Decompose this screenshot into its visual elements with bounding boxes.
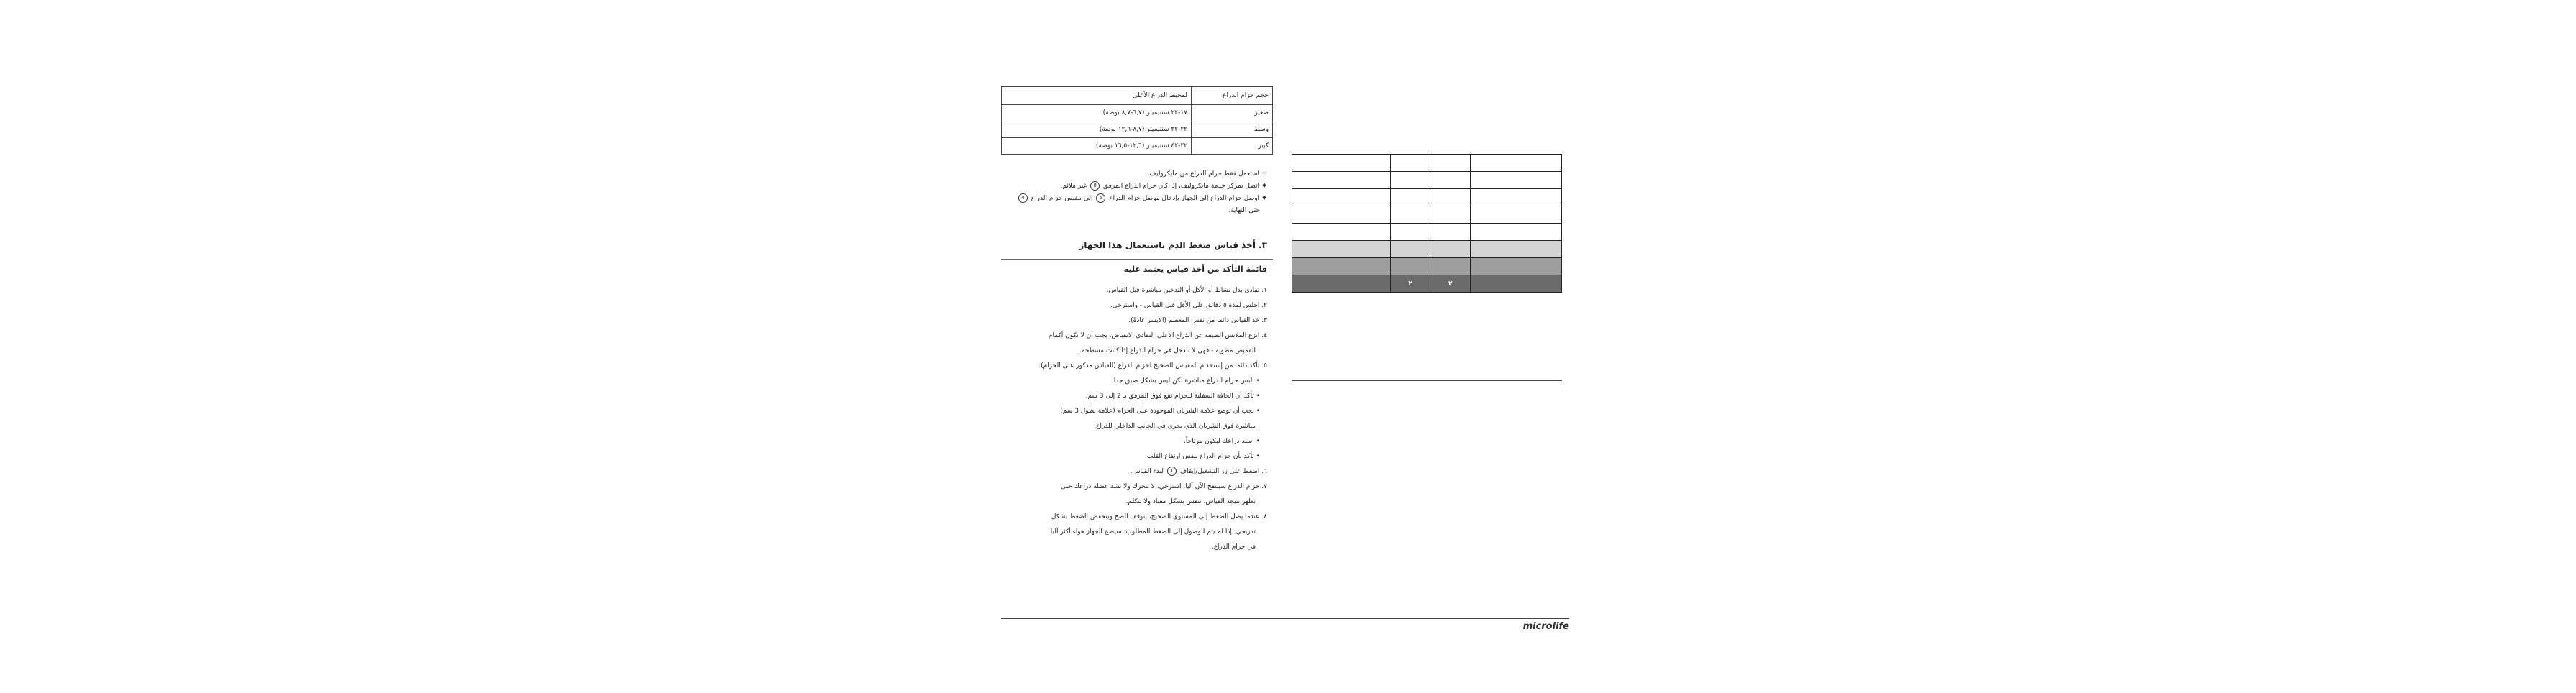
- note-line: ☜ استعمل فقط حزام الذراع من مايكروليف.: [1147, 170, 1267, 178]
- cell-size: صغير: [1192, 105, 1273, 121]
- list-item: في حزام الذراع.: [1211, 543, 1256, 551]
- table-cell: ٢: [1390, 275, 1430, 293]
- list-item: ٢. اجلس لمدة ٥ دقائق على الأقل قبل القياس - واسترخي.: [1110, 302, 1267, 309]
- list-item: القميص مطوية - فهي لا تتدخل في حزام الذراع إذا كانت مسطحة.: [1079, 347, 1256, 354]
- manual-page: [1001, 86, 1569, 641]
- table-row: [1292, 258, 1562, 275]
- list-item: ٦. اضغط على زر التشغيل/إيقاف 1 لبدء القياس.: [1130, 468, 1267, 475]
- list-item: ٤. انزع الملابس الضيقة عن الذراع الأعلى. لتفادي الانقباض، يجب أن لا تكون أكمام: [1048, 332, 1267, 339]
- cuff-size-table: [1001, 86, 1273, 155]
- header-circumference: لمحيط الذراع الأعلى: [1002, 87, 1192, 105]
- header-cuff-size: حجم حزام الذراع: [1192, 87, 1273, 105]
- measurement-steps: [994, 283, 1267, 555]
- table-row: [1292, 155, 1562, 172]
- power-button-badge: 1: [1167, 467, 1177, 476]
- list-item: تدريجي. إذا لم يتم الوصول إلى الضغط المطلوب، سيضخ الجهاز هواء أكثر آليا: [1050, 528, 1256, 536]
- list-item: • يجب أن توضع علامة الشريان الموجودة على الحزام (علامة بطول 3 سم): [1060, 408, 1260, 415]
- list-item: • تأكد بأن حزام الذراع بنفس ارتفاع القلب.: [1145, 453, 1260, 460]
- list-item: • تأكد أن الحافة السفلية للحزام تقع فوق المرفق بـ 2 إلى 3 سم.: [1085, 393, 1260, 400]
- shaded-table: [1292, 154, 1562, 293]
- divider: [1292, 380, 1562, 381]
- table-row: [1002, 121, 1273, 138]
- table-row: [1002, 138, 1273, 155]
- list-item: ١. تفادى بذل نشاط أو الأكل أو التدخين مباشرة قبل القياس.: [1106, 287, 1267, 294]
- bullet-icon: ♦: [1259, 183, 1267, 190]
- table-row: [1002, 105, 1273, 121]
- table-row: [1292, 172, 1562, 189]
- table-row: [1292, 241, 1562, 258]
- table-row: [1292, 206, 1562, 224]
- table-cell: [1292, 275, 1391, 293]
- table-cell: ٢: [1430, 275, 1471, 293]
- list-item: ٥. تأكد دائما من إستخدام المقياس الصحيح لحزام الذراع (القياس مذكور على الحزام).: [1038, 362, 1267, 370]
- cell-size: وسط: [1192, 121, 1273, 138]
- part-number-badge: 4: [1018, 193, 1028, 203]
- table-header-row: [1002, 87, 1273, 105]
- table-row: [1292, 275, 1562, 293]
- list-item: • اسند ذراعك ليكون مرتاحاً.: [1184, 438, 1260, 445]
- note-line: حتى النهاية.: [1228, 207, 1260, 214]
- table-row: [1292, 224, 1562, 241]
- list-item: ٨. عندما يصل الضغط إلى المستوى الصحيح، يتوقف الضخ وينخفض الضغط بشكل: [1051, 513, 1267, 520]
- list-item: ٣. خذ القياس دائما من نفس المعصم (الأيسر عادةً).: [1128, 317, 1267, 324]
- table-cell: [1471, 275, 1562, 293]
- cell-size: كبير: [1192, 138, 1273, 155]
- brand-logo: microlife: [1522, 621, 1569, 632]
- cell-range: ٢٢-٣٢ سنتيميتر (٨,٧-١٢,٦ بوصة): [1002, 121, 1192, 138]
- checklist-title: قائمة التأكد من أخذ قياس يعتمد عليه: [1123, 265, 1267, 274]
- part-number-badge: 8: [1090, 181, 1100, 191]
- part-number-badge: 5: [1096, 193, 1105, 203]
- info-pointer-icon: ☜: [1259, 170, 1267, 178]
- note-line: ♦ اوصل حزام الذراع إلى الجهاز بإدخال موصل حزام الذراع 5 إلى مقبس حزام الذراع 4: [995, 193, 1267, 205]
- note-line: ♦ اتصل بمركز خدمة مايكروليف، إذا كان حزام الذراع المرفق 8 غير ملائم.: [1060, 183, 1267, 190]
- bullet-icon: ♦: [1259, 195, 1267, 202]
- list-item: تظهر نتيجة القياس. تنفس بشكل معتاد ولا تتكلم.: [1125, 498, 1256, 505]
- cell-range: ٣٢-٤٢ سنتيميتر (١٢,٦-١٦,٥ بوصة): [1002, 138, 1192, 155]
- list-item: ٧. حزام الذراع سينتفخ الآن آليا. استرخي، لا تتحرك ولا تشد عضلة ذراعك حتى: [1060, 483, 1267, 490]
- list-item: مباشرة فوق الشريان الذي يجري في الجانب الداخلي للذراع.: [1094, 423, 1256, 430]
- list-item: • البس حزام الذراع مباشرة لكن ليس بشكل ضيق جدا.: [1111, 377, 1260, 385]
- divider: [1001, 259, 1273, 260]
- table-row: [1292, 189, 1562, 206]
- footer-divider: [1001, 618, 1569, 619]
- section-title: ٣. أخذ قياس ضغط الدم باستعمال هذا الجهاز: [1079, 240, 1267, 250]
- cell-range: ١٧-٢٢ سنتيميتر (٦,٧-٨,٧ بوصة): [1002, 105, 1192, 121]
- cuff-notes: [995, 168, 1267, 217]
